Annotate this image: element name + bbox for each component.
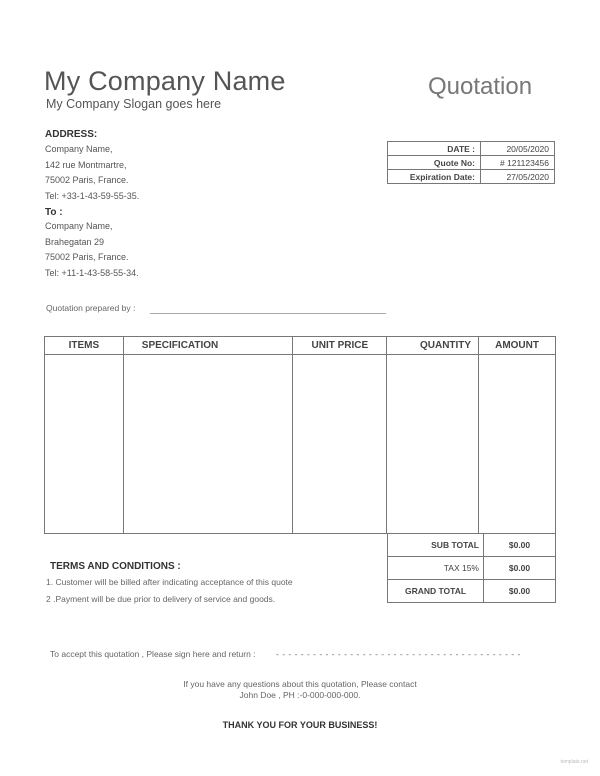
terms-line: 2 .Payment will be due prior to delivery of service and goods. <box>46 594 276 604</box>
to-line: Company Name, <box>45 221 113 231</box>
contact-line-2: John Doe , PH :-0-000-000-000. <box>239 690 361 700</box>
column-header-quantity: QUANTITY <box>387 337 479 355</box>
totals-table <box>387 533 556 603</box>
company-name: My Company Name <box>44 66 286 96</box>
thank-you-message: THANK YOU FOR YOUR BUSINESS! <box>222 720 378 730</box>
quantity-cell[interactable] <box>387 355 479 534</box>
signature-line[interactable]: - - - - - - - - - - - - - - - - - - - - - - - - - - - - - - - - - - - - - - - - <box>276 649 521 659</box>
items-table <box>44 336 556 534</box>
tax-value: $0.00 <box>484 557 556 580</box>
address-line: 142 rue Montmartre, <box>45 159 127 170</box>
document-title: Quotation <box>428 73 533 100</box>
meta-row-expiration <box>388 170 555 184</box>
subtotal-row <box>388 534 556 557</box>
meta-row-date <box>388 142 555 156</box>
watermark: template.net <box>560 759 588 765</box>
contact-line-1: If you have any questions about this quotation, Please contact <box>183 679 417 689</box>
tax-row <box>388 557 556 580</box>
to-line: Tel: +11-1-43-58-55-34. <box>45 267 139 278</box>
company-slogan: My Company Slogan goes here <box>46 97 222 111</box>
to-line: Brahegatan 29 <box>45 236 105 247</box>
grand-total-row <box>388 580 556 603</box>
subtotal-label: SUB TOTAL <box>388 534 484 557</box>
column-header-unit-price: UNIT PRICE <box>293 337 387 355</box>
grand-total-value: $0.00 <box>484 580 556 603</box>
items-cell[interactable] <box>45 355 124 534</box>
meta-value: 20/05/2020 <box>481 142 555 156</box>
grand-total-label: GRAND TOTAL <box>388 580 484 603</box>
amount-cell[interactable] <box>479 355 556 534</box>
address-block <box>45 142 139 204</box>
address-line: Tel: +33-1-43-59-55-35. <box>45 190 140 201</box>
column-header-items: ITEMS <box>45 337 124 355</box>
column-header-specification: SPECIFICATION <box>123 337 293 355</box>
meta-label: DATE : <box>388 142 481 156</box>
terms-line: 1. Customer will be billed after indicating acceptance of this quote <box>46 577 293 587</box>
to-label: To : <box>45 207 63 218</box>
items-header-row <box>45 337 556 355</box>
terms-title: TERMS AND CONDITIONS : <box>50 561 181 572</box>
prepared-by-label: Quotation prepared by : <box>46 303 136 313</box>
address-label: ADDRESS: <box>45 129 98 140</box>
quote-meta-table <box>387 141 555 184</box>
meta-label: Quote No: <box>388 156 481 170</box>
specification-cell[interactable] <box>123 355 293 534</box>
unit-price-cell[interactable] <box>293 355 387 534</box>
meta-row-quote-no <box>388 156 555 170</box>
address-line: 75002 Paris, France. <box>45 175 129 185</box>
subtotal-value: $0.00 <box>484 534 556 557</box>
accept-text: To accept this quotation , Please sign here and return : <box>50 649 256 659</box>
meta-value: # 121123456 <box>481 156 555 170</box>
prepared-by-field[interactable] <box>150 313 386 314</box>
meta-label: Expiration Date: <box>388 170 481 184</box>
address-line: Company Name, <box>45 144 113 154</box>
to-line: 75002 Paris, France. <box>45 252 129 262</box>
tax-label: TAX 15% <box>388 557 484 580</box>
column-header-amount: AMOUNT <box>479 337 556 355</box>
to-block <box>45 219 139 281</box>
table-row <box>45 355 556 534</box>
meta-value: 27/05/2020 <box>481 170 555 184</box>
